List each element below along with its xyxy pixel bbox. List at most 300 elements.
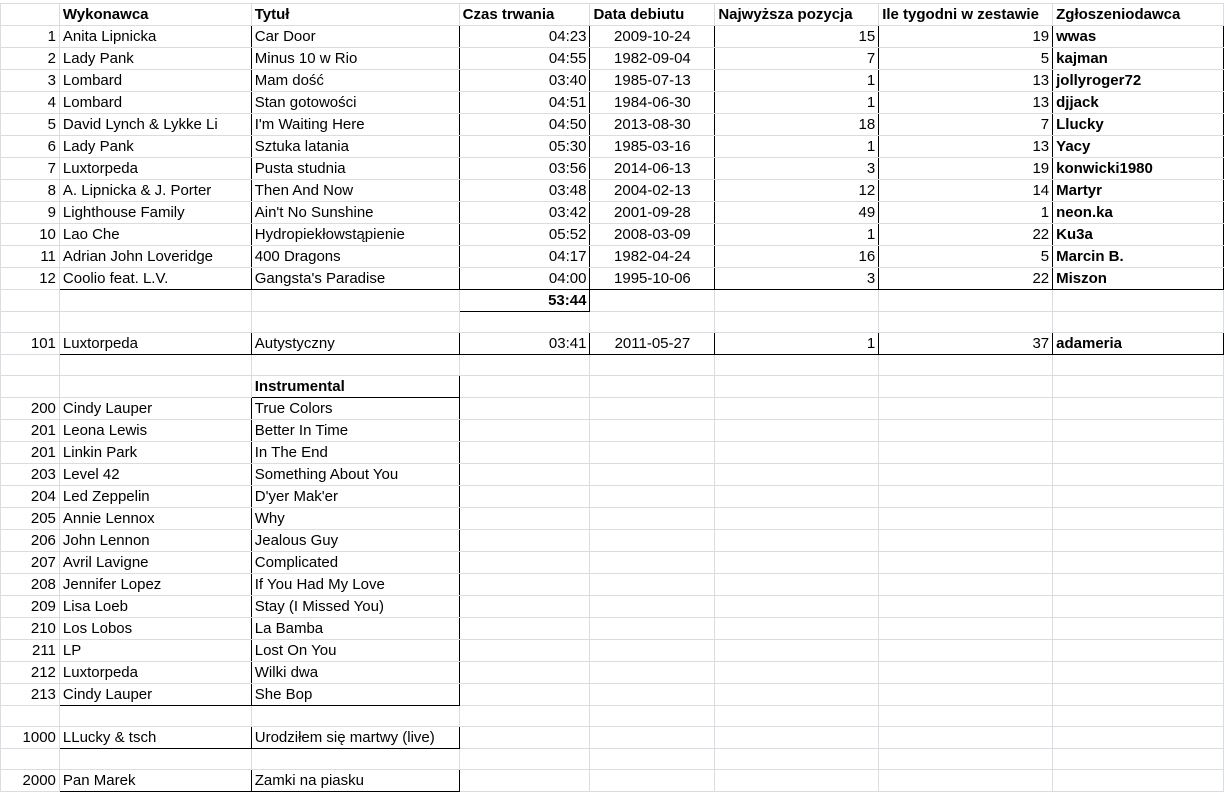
cell-artist[interactable]: LLucky & tsch <box>59 727 251 749</box>
cell-peak-position[interactable]: 1 <box>715 92 879 114</box>
cell[interactable] <box>879 662 1053 684</box>
cell[interactable] <box>715 770 879 792</box>
cell[interactable] <box>715 749 879 770</box>
cell-weeks-count[interactable]: 7 <box>879 114 1053 136</box>
cell[interactable] <box>251 355 459 376</box>
cell[interactable] <box>1053 574 1224 596</box>
cell-peak-position[interactable]: 3 <box>715 268 879 290</box>
cell-title[interactable]: 400 Dragons <box>251 246 459 268</box>
cell[interactable] <box>1 749 60 770</box>
cell-row-number[interactable]: 6 <box>1 136 60 158</box>
cell[interactable] <box>879 508 1053 530</box>
header-submitter[interactable]: Zgłoszeniodawca <box>1053 4 1224 26</box>
cell-artist[interactable]: Linkin Park <box>59 442 251 464</box>
table-row <box>1 202 1224 224</box>
cell[interactable] <box>1053 684 1224 706</box>
cell-peak-position[interactable]: 3 <box>715 158 879 180</box>
cell[interactable] <box>590 398 715 420</box>
cell-weeks-count[interactable]: 1 <box>879 202 1053 224</box>
cell[interactable] <box>590 706 715 727</box>
cell[interactable] <box>251 749 459 770</box>
cell[interactable] <box>590 574 715 596</box>
cell[interactable] <box>459 508 590 530</box>
cell-duration[interactable]: 03:56 <box>459 158 590 180</box>
cell[interactable] <box>879 530 1053 552</box>
cell[interactable] <box>715 530 879 552</box>
empty-row <box>1 355 1224 376</box>
cell-title[interactable]: Autystyczny <box>251 333 459 355</box>
cell-artist[interactable]: Los Lobos <box>59 618 251 640</box>
cell[interactable] <box>1053 749 1224 770</box>
cell-row-number[interactable]: 213 <box>1 684 60 706</box>
cell-row-number[interactable]: 201 <box>1 442 60 464</box>
cell[interactable] <box>459 552 590 574</box>
cell-row-number[interactable]: 210 <box>1 618 60 640</box>
cell-duration[interactable]: 03:42 <box>459 202 590 224</box>
table-row <box>1 48 1224 70</box>
cell[interactable] <box>879 574 1053 596</box>
cell[interactable] <box>590 355 715 376</box>
cell[interactable] <box>590 442 715 464</box>
cell-submitter[interactable]: jollyroger72 <box>1053 70 1224 92</box>
cell[interactable] <box>59 376 251 398</box>
cell-title[interactable]: Sztuka latania <box>251 136 459 158</box>
cell-duration[interactable]: 04:17 <box>459 246 590 268</box>
instrumental-header-row <box>1 376 1224 398</box>
cell-peak-position[interactable]: 1 <box>715 224 879 246</box>
cell[interactable] <box>879 312 1053 333</box>
cell[interactable] <box>1053 552 1224 574</box>
cell-row-number[interactable]: 1000 <box>1 727 60 749</box>
cell-duration[interactable]: 05:52 <box>459 224 590 246</box>
cell-title[interactable]: Stay (I Missed You) <box>251 596 459 618</box>
cell[interactable] <box>59 312 251 333</box>
cell[interactable] <box>590 376 715 398</box>
cell[interactable] <box>715 596 879 618</box>
cell-artist[interactable]: Avril Lavigne <box>59 552 251 574</box>
cell[interactable] <box>459 770 590 792</box>
cell-artist[interactable]: Led Zeppelin <box>59 486 251 508</box>
cell-title[interactable]: Better In Time <box>251 420 459 442</box>
cell[interactable] <box>459 442 590 464</box>
cell[interactable] <box>879 464 1053 486</box>
cell-row-number[interactable]: 201 <box>1 420 60 442</box>
cell[interactable] <box>459 662 590 684</box>
cell-peak-position[interactable]: 18 <box>715 114 879 136</box>
cell-title[interactable]: I'm Waiting Here <box>251 114 459 136</box>
cell-title[interactable]: Stan gotowości <box>251 92 459 114</box>
cell[interactable] <box>459 596 590 618</box>
cell-submitter[interactable]: wwas <box>1053 26 1224 48</box>
cell[interactable] <box>879 420 1053 442</box>
cell-artist[interactable]: Annie Lennox <box>59 508 251 530</box>
cell-artist[interactable]: Luxtorpeda <box>59 333 251 355</box>
cell-duration[interactable]: 04:00 <box>459 268 590 290</box>
cell[interactable] <box>1053 596 1224 618</box>
spreadsheet-grid <box>0 3 1224 792</box>
cell-artist[interactable]: Lao Che <box>59 224 251 246</box>
cell[interactable] <box>459 420 590 442</box>
cell[interactable] <box>715 486 879 508</box>
cell-debut-date[interactable]: 2014-06-13 <box>590 158 715 180</box>
cell[interactable] <box>459 398 590 420</box>
cell[interactable] <box>715 640 879 662</box>
cell[interactable] <box>879 376 1053 398</box>
cell-title[interactable]: Gangsta's Paradise <box>251 268 459 290</box>
cell-debut-date[interactable]: 2001-09-28 <box>590 202 715 224</box>
cell[interactable] <box>590 749 715 770</box>
cell-duration[interactable]: 04:51 <box>459 92 590 114</box>
cell-row-number[interactable]: 209 <box>1 596 60 618</box>
cell-row-number[interactable]: 206 <box>1 530 60 552</box>
cell-title[interactable]: Wilki dwa <box>251 662 459 684</box>
cell[interactable] <box>1053 442 1224 464</box>
cell-title[interactable]: Mam dość <box>251 70 459 92</box>
cell-row-number[interactable]: 12 <box>1 268 60 290</box>
cell-title[interactable]: Minus 10 w Rio <box>251 48 459 70</box>
cell[interactable] <box>459 727 590 749</box>
cell-artist[interactable]: Anita Lipnicka <box>59 26 251 48</box>
total-duration[interactable]: 53:44 <box>459 290 590 312</box>
cell[interactable] <box>590 662 715 684</box>
cell-duration[interactable]: 04:55 <box>459 48 590 70</box>
table-row <box>1 224 1224 246</box>
cell-peak-position[interactable]: 1 <box>715 333 879 355</box>
cell-duration[interactable]: 03:40 <box>459 70 590 92</box>
cell-artist[interactable]: Luxtorpeda <box>59 158 251 180</box>
cell-artist[interactable]: Level 42 <box>59 464 251 486</box>
cell[interactable] <box>1053 464 1224 486</box>
cell-debut-date[interactable]: 1984-06-30 <box>590 92 715 114</box>
cell-row-number[interactable]: 204 <box>1 486 60 508</box>
instrumental-row <box>1 486 1224 508</box>
cell[interactable] <box>459 312 590 333</box>
cell-row-number[interactable]: 205 <box>1 508 60 530</box>
cell-debut-date[interactable]: 1982-04-24 <box>590 246 715 268</box>
cell[interactable] <box>715 662 879 684</box>
cell-duration[interactable]: 04:50 <box>459 114 590 136</box>
cell[interactable] <box>1053 662 1224 684</box>
cell-title[interactable]: Lost On You <box>251 640 459 662</box>
cell[interactable] <box>590 596 715 618</box>
cell-peak-position[interactable]: 1 <box>715 70 879 92</box>
cell-title[interactable]: Then And Now <box>251 180 459 202</box>
cell-artist[interactable]: Lady Pank <box>59 48 251 70</box>
cell-title[interactable]: Car Door <box>251 26 459 48</box>
cell[interactable] <box>1053 398 1224 420</box>
cell-artist[interactable]: Lighthouse Family <box>59 202 251 224</box>
cell[interactable] <box>715 355 879 376</box>
cell[interactable] <box>879 618 1053 640</box>
cell[interactable] <box>459 618 590 640</box>
cell-peak-position[interactable]: 15 <box>715 26 879 48</box>
cell[interactable] <box>459 749 590 770</box>
cell[interactable] <box>459 640 590 662</box>
cell-debut-date[interactable]: 2011-05-27 <box>590 333 715 355</box>
cell[interactable] <box>879 398 1053 420</box>
cell-title[interactable]: In The End <box>251 442 459 464</box>
cell[interactable] <box>715 574 879 596</box>
cell-row-number[interactable]: 11 <box>1 246 60 268</box>
cell-peak-position[interactable]: 7 <box>715 48 879 70</box>
cell[interactable] <box>879 749 1053 770</box>
cell-debut-date[interactable]: 2013-08-30 <box>590 114 715 136</box>
cell-weeks-count[interactable]: 14 <box>879 180 1053 202</box>
cell-weeks-count[interactable]: 19 <box>879 158 1053 180</box>
cell[interactable] <box>715 508 879 530</box>
cell[interactable] <box>879 596 1053 618</box>
cell[interactable] <box>59 749 251 770</box>
cell[interactable] <box>715 398 879 420</box>
cell-row-number[interactable]: 7 <box>1 158 60 180</box>
cell-weeks-count[interactable]: 22 <box>879 268 1053 290</box>
cell[interactable] <box>1053 706 1224 727</box>
cell[interactable] <box>1053 486 1224 508</box>
cell[interactable] <box>715 442 879 464</box>
cell[interactable] <box>1053 727 1224 749</box>
cell[interactable] <box>879 290 1053 312</box>
cell[interactable] <box>715 552 879 574</box>
cell-row-number[interactable]: 212 <box>1 662 60 684</box>
cell[interactable] <box>1053 508 1224 530</box>
cell[interactable] <box>590 508 715 530</box>
cell[interactable] <box>879 640 1053 662</box>
cell-submitter[interactable]: neon.ka <box>1053 202 1224 224</box>
header-title[interactable]: Tytuł <box>251 4 459 26</box>
instrumental-row <box>1 684 1224 706</box>
cell[interactable] <box>59 290 251 312</box>
instrumental-row <box>1 596 1224 618</box>
cell-submitter[interactable]: konwicki1980 <box>1053 158 1224 180</box>
header-row <box>1 4 1224 26</box>
cell-row-number[interactable]: 2000 <box>1 770 60 792</box>
cell[interactable] <box>59 355 251 376</box>
cell[interactable] <box>1053 640 1224 662</box>
cell-debut-date[interactable]: 1982-09-04 <box>590 48 715 70</box>
cell-artist[interactable]: LP <box>59 640 251 662</box>
instrumental-row <box>1 552 1224 574</box>
cell-title[interactable]: Why <box>251 508 459 530</box>
cell-debut-date[interactable]: 2008-03-09 <box>590 224 715 246</box>
cell[interactable] <box>879 727 1053 749</box>
cell-artist[interactable]: A. Lipnicka & J. Porter <box>59 180 251 202</box>
cell-title[interactable]: Ain't No Sunshine <box>251 202 459 224</box>
cell-row-number[interactable]: 10 <box>1 224 60 246</box>
cell[interactable] <box>879 486 1053 508</box>
cell[interactable] <box>251 312 459 333</box>
cell-row-number[interactable]: 2 <box>1 48 60 70</box>
cell-duration[interactable]: 05:30 <box>459 136 590 158</box>
cell-row-number[interactable]: 203 <box>1 464 60 486</box>
cell[interactable] <box>59 706 251 727</box>
cell[interactable] <box>1 355 60 376</box>
cell[interactable] <box>590 640 715 662</box>
cell[interactable] <box>715 290 879 312</box>
table-row <box>1 114 1224 136</box>
cell[interactable] <box>459 574 590 596</box>
cell[interactable] <box>590 618 715 640</box>
cell[interactable] <box>715 684 879 706</box>
cell-artist[interactable]: Leona Lewis <box>59 420 251 442</box>
cell[interactable] <box>1053 355 1224 376</box>
cell-row-number[interactable]: 9 <box>1 202 60 224</box>
cell[interactable] <box>590 290 715 312</box>
cell-weeks-count[interactable]: 37 <box>879 333 1053 355</box>
cell[interactable] <box>879 706 1053 727</box>
cell[interactable] <box>1 290 60 312</box>
cell[interactable] <box>459 530 590 552</box>
cell-debut-date[interactable]: 1985-07-13 <box>590 70 715 92</box>
cell[interactable] <box>459 376 590 398</box>
cell-weeks-count[interactable]: 13 <box>879 92 1053 114</box>
cell[interactable] <box>459 464 590 486</box>
cell-submitter[interactable]: kajman <box>1053 48 1224 70</box>
cell[interactable] <box>1 312 60 333</box>
cell-duration[interactable]: 04:23 <box>459 26 590 48</box>
cell[interactable] <box>879 355 1053 376</box>
cell[interactable] <box>590 684 715 706</box>
cell[interactable] <box>879 684 1053 706</box>
cell-duration[interactable]: 03:41 <box>459 333 590 355</box>
cell-row-number[interactable]: 101 <box>1 333 60 355</box>
header-weeks-count[interactable]: Ile tygodni w zestawie <box>879 4 1053 26</box>
cell-row-number[interactable]: 207 <box>1 552 60 574</box>
cell-artist[interactable]: David Lynch & Lykke Li <box>59 114 251 136</box>
cell-submitter[interactable]: Martyr <box>1053 180 1224 202</box>
cell-artist[interactable]: Lombard <box>59 70 251 92</box>
cell-peak-position[interactable]: 16 <box>715 246 879 268</box>
cell-artist[interactable]: Pan Marek <box>59 770 251 792</box>
cell-weeks-count[interactable]: 13 <box>879 136 1053 158</box>
cell-row-number[interactable]: 8 <box>1 180 60 202</box>
cell-row-number[interactable]: 211 <box>1 640 60 662</box>
cell-title[interactable]: If You Had My Love <box>251 574 459 596</box>
cell[interactable] <box>459 486 590 508</box>
cell-title[interactable]: Jealous Guy <box>251 530 459 552</box>
cell[interactable] <box>1053 376 1224 398</box>
cell-weeks-count[interactable]: 19 <box>879 26 1053 48</box>
cell[interactable] <box>459 355 590 376</box>
cell-artist[interactable]: Lady Pank <box>59 136 251 158</box>
cell[interactable] <box>590 530 715 552</box>
cell-title[interactable]: Zamki na piasku <box>251 770 459 792</box>
cell[interactable] <box>1053 290 1224 312</box>
cell-submitter[interactable]: Marcin B. <box>1053 246 1224 268</box>
cell[interactable] <box>715 420 879 442</box>
cell[interactable] <box>590 770 715 792</box>
cell[interactable] <box>590 464 715 486</box>
cell[interactable] <box>1053 312 1224 333</box>
cell-submitter[interactable]: Ku3a <box>1053 224 1224 246</box>
cell[interactable] <box>715 464 879 486</box>
cell-debut-date[interactable]: 1985-03-16 <box>590 136 715 158</box>
cell[interactable] <box>715 727 879 749</box>
cell[interactable] <box>879 442 1053 464</box>
cell[interactable] <box>715 618 879 640</box>
cell[interactable] <box>879 770 1053 792</box>
cell-row-number[interactable]: 3 <box>1 70 60 92</box>
cell-title[interactable]: Urodziłem się martwy (live) <box>251 727 459 749</box>
cell-title[interactable]: D'yer Mak'er <box>251 486 459 508</box>
cell-weeks-count[interactable]: 5 <box>879 246 1053 268</box>
cell-row-number[interactable]: 1 <box>1 26 60 48</box>
cell-duration[interactable]: 03:48 <box>459 180 590 202</box>
cell-submitter[interactable]: adameria <box>1053 333 1224 355</box>
cell-debut-date[interactable]: 2004-02-13 <box>590 180 715 202</box>
cell-title[interactable]: Hydropiekłowstąpienie <box>251 224 459 246</box>
header-row-number[interactable] <box>1 4 60 26</box>
cell-peak-position[interactable]: 12 <box>715 180 879 202</box>
cell[interactable] <box>715 706 879 727</box>
cell[interactable] <box>1 706 60 727</box>
cell-artist[interactable]: Lombard <box>59 92 251 114</box>
cell-submitter[interactable]: djjack <box>1053 92 1224 114</box>
cell-peak-position[interactable]: 49 <box>715 202 879 224</box>
cell-title[interactable]: Complicated <box>251 552 459 574</box>
cell[interactable] <box>459 706 590 727</box>
cell-title[interactable]: True Colors <box>251 398 459 420</box>
cell[interactable] <box>715 312 879 333</box>
cell[interactable] <box>715 376 879 398</box>
cell-weeks-count[interactable]: 13 <box>879 70 1053 92</box>
cell[interactable] <box>1053 530 1224 552</box>
cell-row-number[interactable]: 4 <box>1 92 60 114</box>
header-debut-date[interactable]: Data debiutu <box>590 4 715 26</box>
cell[interactable] <box>879 552 1053 574</box>
cell-row-number[interactable]: 208 <box>1 574 60 596</box>
cell[interactable] <box>251 290 459 312</box>
cell-title[interactable]: She Bop <box>251 684 459 706</box>
cell-row-number[interactable]: 5 <box>1 114 60 136</box>
cell-debut-date[interactable]: 1995-10-06 <box>590 268 715 290</box>
cell[interactable] <box>459 684 590 706</box>
header-peak-position[interactable]: Najwyższa pozycja <box>715 4 879 26</box>
cell-row-number[interactable]: 200 <box>1 398 60 420</box>
cell[interactable] <box>251 706 459 727</box>
cell[interactable] <box>590 312 715 333</box>
cell[interactable] <box>590 552 715 574</box>
cell[interactable] <box>1 376 60 398</box>
instrumental-header[interactable]: Instrumental <box>251 376 459 398</box>
cell-title[interactable]: La Bamba <box>251 618 459 640</box>
cell-submitter[interactable]: Yacy <box>1053 136 1224 158</box>
cell-title[interactable]: Pusta studnia <box>251 158 459 180</box>
cell-artist[interactable]: Luxtorpeda <box>59 662 251 684</box>
cell-debut-date[interactable]: 2009-10-24 <box>590 26 715 48</box>
cell-artist[interactable]: Jennifer Lopez <box>59 574 251 596</box>
cell[interactable] <box>590 420 715 442</box>
cell-peak-position[interactable]: 1 <box>715 136 879 158</box>
cell[interactable] <box>1053 618 1224 640</box>
cell-submitter[interactable]: Miszon <box>1053 268 1224 290</box>
cell-artist[interactable]: Coolio feat. L.V. <box>59 268 251 290</box>
cell-artist[interactable]: Adrian John Loveridge <box>59 246 251 268</box>
cell-title[interactable]: Something About You <box>251 464 459 486</box>
cell-artist[interactable]: Lisa Loeb <box>59 596 251 618</box>
cell-weeks-count[interactable]: 22 <box>879 224 1053 246</box>
header-artist[interactable]: Wykonawca <box>59 4 251 26</box>
header-duration[interactable]: Czas trwania <box>459 4 590 26</box>
cell-artist[interactable]: Cindy Lauper <box>59 398 251 420</box>
cell[interactable] <box>590 727 715 749</box>
cell[interactable] <box>1053 420 1224 442</box>
cell[interactable] <box>1053 770 1224 792</box>
cell-artist[interactable]: Cindy Lauper <box>59 684 251 706</box>
cell-artist[interactable]: John Lennon <box>59 530 251 552</box>
cell-weeks-count[interactable]: 5 <box>879 48 1053 70</box>
cell-submitter[interactable]: Llucky <box>1053 114 1224 136</box>
cell[interactable] <box>590 486 715 508</box>
